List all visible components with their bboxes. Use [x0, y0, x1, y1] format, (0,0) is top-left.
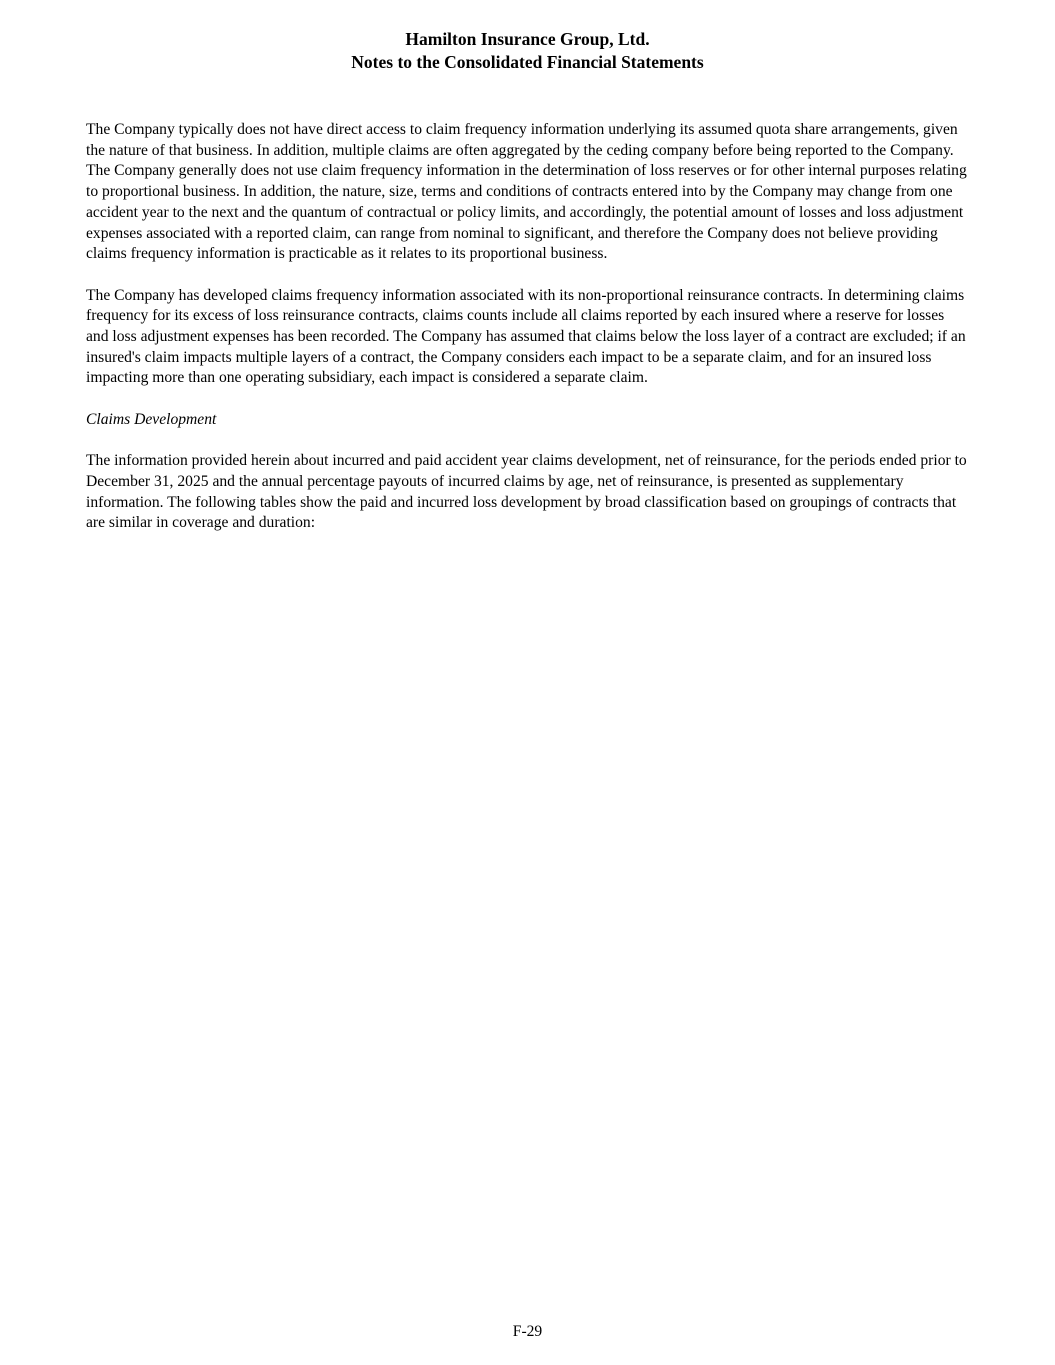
paragraph-non-proportional-frequency: The Company has developed claims frequency information associated with its non-proportional reinsurance contracts. In determining claims frequency for its excess of loss reinsurance contracts, claims counts include all claims reported by each insured where a reserve for losses and loss adjustment expenses has been recorded. The Company has assumed that claims below the loss layer of a contract are excluded; if an insured's claim impacts multiple layers of a contract, the Company considers each impact to be a separate claim, and for an insured loss impacting more than one operating subsidiary, each impact is considered a separate claim.: [86, 286, 966, 387]
section-heading-claims-development: Claims Development: [86, 410, 217, 428]
document-body: [86, 120, 970, 555]
paragraph-claims-development: The information provided herein about incurred and paid accident year claims development, net of reinsurance, for the periods ended prior to December 31, 2025 and the annual percentage payouts of incurred claims by age, net of reinsurance, is presented as supplementary information. The following tables show the paid and incurred loss development by broad classification based on groupings of contracts that are similar in coverage and duration:: [86, 452, 967, 532]
paragraph-proportional-frequency: The Company typically does not have direct access to claim frequency information underlying its assumed quota share arrangements, given the nature of that business. In addition, multiple claims are often aggregated by the ceding company before being reported to the Company. The Company generally does not use claim frequency information in the determination of loss reserves or for other internal purposes relating to proportional business. In addition, the nature, size, terms and conditions of contracts entered into by the Company may change from one accident year to the next and the quantum of contractual or policy limits, and accordingly, the potential amount of losses and loss adjustment expenses associated with a reported claim, can range from nominal to significant, and therefore the Company does not believe providing claims frequency information is practicable as it relates to its proportional business.: [86, 121, 967, 263]
page-number: F-29: [512, 1323, 543, 1340]
page-title: Notes to the Consolidated Financial Statements: [351, 52, 704, 72]
page-header: [0, 28, 1055, 74]
company-name: Hamilton Insurance Group, Ltd.: [405, 29, 650, 49]
